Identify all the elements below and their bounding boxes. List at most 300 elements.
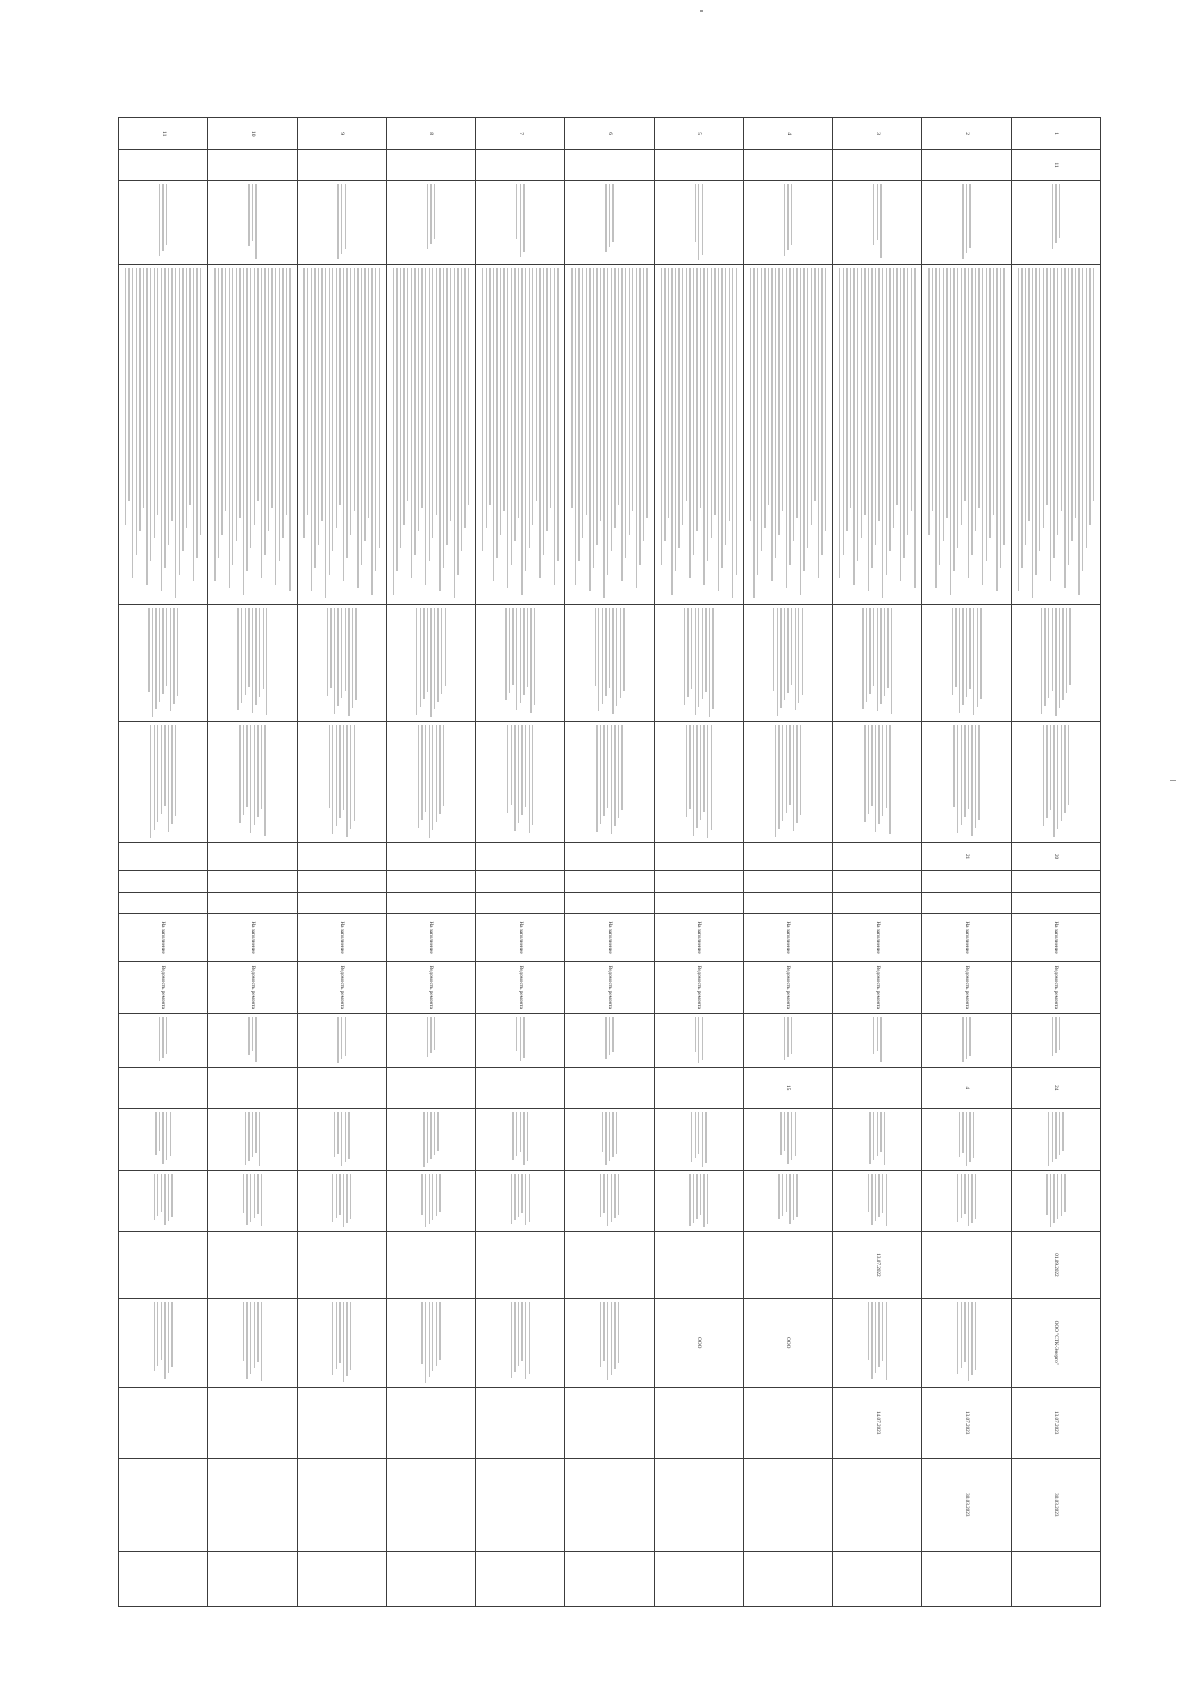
illegible-text-placeholder — [571, 268, 648, 601]
illegible-text-placeholder — [334, 1112, 350, 1168]
date-c-cell — [654, 1458, 743, 1551]
illegible-text-placeholder — [689, 1174, 708, 1228]
row-number — [386, 118, 475, 150]
illegible-text-placeholder — [605, 1017, 614, 1064]
description-text — [565, 264, 654, 604]
note-cell — [119, 1551, 208, 1606]
register-page — [118, 117, 1101, 1607]
table-row — [208, 118, 297, 1607]
row-number — [119, 118, 208, 150]
status-cell-text: На заполнение — [606, 921, 613, 954]
status-cell — [565, 914, 654, 962]
illegible-text-placeholder — [1048, 1112, 1064, 1168]
date-a-cell — [208, 1231, 297, 1298]
note-cell — [208, 1551, 297, 1606]
status-cell-text: На заполнение — [428, 921, 435, 954]
date-a-cell — [565, 1231, 654, 1298]
scope-cell — [565, 1171, 654, 1232]
status-cell-text: На заполнение — [249, 921, 256, 954]
registry-number — [833, 150, 922, 180]
illegible-text-placeholder — [423, 1112, 439, 1168]
purpose-cell — [476, 1108, 565, 1171]
date-b-cell — [654, 1387, 743, 1458]
description-text — [833, 264, 922, 604]
status-cell-text: На заполнение — [963, 921, 970, 954]
status-cell-text: На заполнение — [874, 921, 881, 954]
table-row — [476, 118, 565, 1607]
date-b-cell — [565, 1387, 654, 1458]
illegible-text-placeholder — [150, 725, 176, 839]
code-cell — [297, 1067, 386, 1108]
illegible-text-placeholder — [393, 268, 470, 601]
value-c — [922, 892, 1011, 914]
scope-cell — [654, 1171, 743, 1232]
value-c — [654, 892, 743, 914]
objects-list — [386, 605, 475, 722]
purpose-cell — [297, 1108, 386, 1171]
registry-number — [654, 150, 743, 180]
illegible-text-placeholder — [953, 725, 979, 839]
contractor-cell — [119, 1298, 208, 1387]
row-number-text: 10 — [249, 130, 256, 137]
basis-cell-text: Ведомость ремонта — [517, 965, 524, 1009]
date-c-cell-text: 30.03.2023 — [963, 1493, 970, 1517]
code-cell — [654, 1067, 743, 1108]
value-c — [1011, 892, 1100, 914]
row-number-text: 11 — [160, 131, 167, 137]
code-cell — [386, 1067, 475, 1108]
registry-number — [922, 150, 1011, 180]
code-cell — [833, 1067, 922, 1108]
purpose-cell — [208, 1108, 297, 1171]
approval-cell — [565, 1013, 654, 1067]
value-a — [386, 843, 475, 871]
illegible-text-placeholder — [337, 184, 346, 261]
value-a — [119, 843, 208, 871]
status-cell-text: На заполнение — [1053, 921, 1060, 954]
illegible-text-placeholder — [507, 725, 533, 839]
row-number — [476, 118, 565, 150]
description-text — [208, 264, 297, 604]
value-a-text: 21 — [963, 853, 970, 860]
description-text — [922, 264, 1011, 604]
row-number-text: 3 — [874, 132, 881, 136]
scope-cell — [476, 1171, 565, 1232]
registry-number — [743, 150, 832, 180]
date-b-cell-text: 13.07.2023 — [1053, 1411, 1060, 1435]
organization-name — [119, 180, 208, 264]
organization-name — [565, 180, 654, 264]
registry-number — [476, 150, 565, 180]
basis-cell — [743, 961, 832, 1013]
scan-speck — [700, 10, 703, 12]
registry-number — [386, 150, 475, 180]
value-b — [386, 871, 475, 893]
basis-cell — [208, 961, 297, 1013]
illegible-text-placeholder — [864, 725, 890, 839]
organization-name — [833, 180, 922, 264]
illegible-text-placeholder — [959, 1112, 975, 1168]
table-row — [922, 118, 1011, 1607]
code-cell — [476, 1067, 565, 1108]
status-cell-text: На заполнение — [517, 921, 524, 954]
scope-cell — [922, 1171, 1011, 1232]
description-text — [297, 264, 386, 604]
note-cell — [743, 1551, 832, 1606]
approval-cell — [922, 1013, 1011, 1067]
status-cell — [743, 914, 832, 962]
value-b — [1011, 871, 1100, 893]
illegible-text-placeholder — [1043, 725, 1069, 839]
scope-cell — [119, 1171, 208, 1232]
illegible-text-placeholder — [1052, 1017, 1061, 1064]
illegible-text-placeholder — [661, 268, 738, 601]
rotated-sheet — [118, 117, 1101, 1607]
date-b-cell-text: 14.07.2023 — [874, 1411, 881, 1435]
specialists-list — [297, 721, 386, 842]
illegible-text-placeholder — [505, 608, 535, 718]
table-row — [743, 118, 832, 1607]
table-row — [386, 118, 475, 1607]
date-a-cell — [922, 1231, 1011, 1298]
date-a-cell — [833, 1231, 922, 1298]
date-c-cell-text: 30.03.2023 — [1053, 1493, 1060, 1517]
basis-cell-text: Ведомость ремонта — [696, 965, 703, 1009]
status-cell — [208, 914, 297, 962]
basis-cell — [297, 961, 386, 1013]
value-b — [654, 871, 743, 893]
register-body — [119, 118, 1101, 1607]
code-cell-text: 15 — [785, 1085, 792, 1091]
illegible-text-placeholder — [596, 725, 622, 839]
date-b-cell — [1011, 1387, 1100, 1458]
basis-cell — [565, 961, 654, 1013]
illegible-text-placeholder — [337, 1017, 346, 1064]
basis-cell-text: Ведомость ремонта — [963, 965, 970, 1009]
value-a — [476, 843, 565, 871]
value-b — [119, 871, 208, 893]
organization-name — [297, 180, 386, 264]
illegible-text-placeholder — [303, 268, 380, 601]
specialists-list — [743, 721, 832, 842]
value-b — [208, 871, 297, 893]
status-cell-text: На заполнение — [339, 921, 345, 954]
basis-cell-text: Ведомость ремонта — [874, 965, 881, 1009]
illegible-text-placeholder — [248, 184, 257, 261]
purpose-cell — [119, 1108, 208, 1171]
basis-cell-text: Ведомость ремонта — [428, 965, 435, 1009]
row-number-text: 1 — [1053, 132, 1060, 136]
basis-cell-text: Ведомость ремонта — [160, 965, 167, 1009]
date-b-cell — [743, 1387, 832, 1458]
basis-cell — [833, 961, 922, 1013]
organization-name — [654, 180, 743, 264]
basis-cell-text: Ведомость ремонта — [339, 965, 345, 1009]
illegible-text-placeholder — [248, 1017, 257, 1064]
illegible-text-placeholder — [421, 1174, 440, 1228]
description-text — [743, 264, 832, 604]
status-cell — [476, 914, 565, 962]
contractor-cell — [565, 1298, 654, 1387]
row-number — [297, 118, 386, 150]
row-number — [833, 118, 922, 150]
status-cell — [1011, 914, 1100, 962]
basis-cell — [922, 961, 1011, 1013]
purpose-cell — [654, 1108, 743, 1171]
contractor-cell — [743, 1298, 832, 1387]
date-b-cell — [833, 1387, 922, 1458]
basis-cell — [386, 961, 475, 1013]
specialists-list — [833, 721, 922, 842]
basis-cell — [476, 961, 565, 1013]
objects-list — [119, 605, 208, 722]
contractor-cell — [208, 1298, 297, 1387]
illegible-text-placeholder — [511, 1302, 530, 1384]
value-b — [297, 871, 386, 893]
contractor-cell — [922, 1298, 1011, 1387]
approval-cell — [208, 1013, 297, 1067]
specialists-list — [654, 721, 743, 842]
basis-cell-text: Ведомость ремонта — [249, 965, 256, 1009]
organization-name — [922, 180, 1011, 264]
registry-number — [119, 150, 208, 180]
code-cell — [1011, 1067, 1100, 1108]
purpose-cell — [386, 1108, 475, 1171]
illegible-text-placeholder — [962, 1017, 971, 1064]
illegible-text-placeholder — [778, 1174, 797, 1228]
row-number-text: 4 — [785, 132, 792, 136]
illegible-text-placeholder — [784, 1017, 793, 1064]
value-c — [119, 892, 208, 914]
description-text — [654, 264, 743, 604]
value-c — [565, 892, 654, 914]
illegible-text-placeholder — [239, 725, 265, 839]
value-c — [297, 892, 386, 914]
illegible-text-placeholder — [245, 1112, 261, 1168]
date-a-cell — [654, 1231, 743, 1298]
basis-cell — [119, 961, 208, 1013]
illegible-text-placeholder — [416, 608, 446, 718]
value-a — [297, 843, 386, 871]
specialists-list — [565, 721, 654, 842]
date-b-cell — [922, 1387, 1011, 1458]
illegible-text-placeholder — [868, 1302, 887, 1384]
specialists-list — [386, 721, 475, 842]
illegible-text-placeholder — [862, 608, 892, 718]
approval-cell — [654, 1013, 743, 1067]
contractor-cell — [654, 1298, 743, 1387]
illegible-text-placeholder — [148, 608, 178, 718]
table-row — [565, 118, 654, 1607]
description-text — [476, 264, 565, 604]
date-c-cell — [476, 1458, 565, 1551]
illegible-text-placeholder — [775, 725, 801, 839]
illegible-text-placeholder — [605, 184, 614, 261]
illegible-text-placeholder — [327, 608, 357, 718]
approval-cell — [386, 1013, 475, 1067]
illegible-text-placeholder — [511, 1174, 530, 1228]
specialists-list — [476, 721, 565, 842]
value-a-text: 20 — [1053, 853, 1060, 860]
basis-cell — [1011, 961, 1100, 1013]
value-b — [565, 871, 654, 893]
description-text — [119, 264, 208, 604]
illegible-text-placeholder — [868, 1174, 887, 1228]
note-cell — [654, 1551, 743, 1606]
illegible-text-placeholder — [839, 268, 916, 601]
date-c-cell — [208, 1458, 297, 1551]
description-text — [386, 264, 475, 604]
illegible-text-placeholder — [159, 184, 168, 261]
row-number-text: 6 — [607, 132, 614, 136]
objects-list — [654, 605, 743, 722]
description-text — [1011, 264, 1100, 604]
organization-name — [386, 180, 475, 264]
value-c — [476, 892, 565, 914]
date-c-cell — [922, 1458, 1011, 1551]
row-number-text: 2 — [964, 132, 971, 136]
status-cell-text: На заполнение — [785, 921, 792, 954]
date-a-cell — [119, 1231, 208, 1298]
value-a — [1011, 843, 1100, 871]
basis-cell — [654, 961, 743, 1013]
illegible-text-placeholder — [154, 1302, 173, 1384]
illegible-text-placeholder — [159, 1017, 168, 1064]
specialists-list — [208, 721, 297, 842]
illegible-text-placeholder — [332, 1174, 351, 1228]
contractor-cell-text: ООО "СТК-Энерго" — [1053, 1320, 1060, 1365]
objects-list — [743, 605, 832, 722]
date-a-cell — [1011, 1231, 1100, 1298]
code-cell — [119, 1067, 208, 1108]
illegible-text-placeholder — [952, 608, 982, 718]
illegible-text-placeholder — [329, 725, 355, 839]
illegible-text-placeholder — [332, 1302, 351, 1384]
row-number — [743, 118, 832, 150]
value-c — [743, 892, 832, 914]
illegible-text-placeholder — [516, 1017, 525, 1064]
row-number — [654, 118, 743, 150]
code-cell — [743, 1067, 832, 1108]
illegible-text-placeholder — [750, 268, 827, 601]
illegible-text-placeholder — [482, 268, 559, 601]
purpose-cell — [743, 1108, 832, 1171]
illegible-text-placeholder — [869, 1112, 885, 1168]
specialists-list — [119, 721, 208, 842]
note-cell — [476, 1551, 565, 1606]
status-cell — [119, 914, 208, 962]
status-cell — [922, 914, 1011, 962]
purpose-cell — [833, 1108, 922, 1171]
row-number — [208, 118, 297, 150]
basis-cell-text: Ведомость ремонта — [606, 965, 613, 1009]
row-number-text: 5 — [696, 132, 703, 136]
scope-cell — [208, 1171, 297, 1232]
date-c-cell — [565, 1458, 654, 1551]
illegible-text-placeholder — [418, 725, 444, 839]
date-a-cell-text: 13.07.2022 — [874, 1253, 881, 1277]
date-b-cell — [476, 1387, 565, 1458]
code-cell — [208, 1067, 297, 1108]
note-cell — [297, 1551, 386, 1606]
contractor-cell — [833, 1298, 922, 1387]
illegible-text-placeholder — [691, 1112, 707, 1168]
note-cell — [833, 1551, 922, 1606]
row-number — [1011, 118, 1100, 150]
contractor-cell — [476, 1298, 565, 1387]
objects-list — [208, 605, 297, 722]
illegible-text-placeholder — [600, 1302, 619, 1384]
scope-cell — [743, 1171, 832, 1232]
note-cell — [565, 1551, 654, 1606]
table-row — [119, 118, 208, 1607]
organization-name — [743, 180, 832, 264]
illegible-text-placeholder — [962, 184, 971, 261]
illegible-text-placeholder — [154, 1174, 173, 1228]
row-number-text: 8 — [428, 132, 435, 136]
scope-cell — [833, 1171, 922, 1232]
date-c-cell — [743, 1458, 832, 1551]
status-cell — [654, 914, 743, 962]
illegible-text-placeholder — [957, 1302, 976, 1384]
illegible-text-placeholder — [928, 268, 1005, 601]
date-c-cell — [833, 1458, 922, 1551]
status-cell — [386, 914, 475, 962]
illegible-text-placeholder — [421, 1302, 440, 1384]
value-a — [743, 843, 832, 871]
table-row — [654, 118, 743, 1607]
date-a-cell — [386, 1231, 475, 1298]
illegible-text-placeholder — [957, 1174, 976, 1228]
code-cell — [565, 1067, 654, 1108]
table-row — [833, 118, 922, 1607]
illegible-text-placeholder — [784, 184, 793, 261]
approval-cell — [297, 1013, 386, 1067]
illegible-text-placeholder — [873, 1017, 882, 1064]
basis-cell-text: Ведомость ремонта — [785, 965, 792, 1009]
organization-name — [1011, 180, 1100, 264]
illegible-text-placeholder — [427, 184, 436, 261]
date-a-cell — [476, 1231, 565, 1298]
date-c-cell — [1011, 1458, 1100, 1551]
note-cell — [922, 1551, 1011, 1606]
objects-list — [1011, 605, 1100, 722]
objects-list — [833, 605, 922, 722]
contractor-cell — [297, 1298, 386, 1387]
illegible-text-placeholder — [1018, 268, 1095, 601]
illegible-text-placeholder — [237, 608, 267, 718]
illegible-text-placeholder — [602, 1112, 618, 1168]
specialists-list — [1011, 721, 1100, 842]
illegible-text-placeholder — [695, 1017, 704, 1064]
contractor-cell — [386, 1298, 475, 1387]
illegible-text-placeholder — [684, 608, 714, 718]
registry-number — [208, 150, 297, 180]
illegible-text-placeholder — [686, 725, 712, 839]
registry-number-text: 11 — [1053, 162, 1060, 168]
date-b-cell — [119, 1387, 208, 1458]
illegible-text-placeholder — [243, 1174, 262, 1228]
status-cell-text: На заполнение — [696, 921, 703, 954]
status-cell — [833, 914, 922, 962]
date-c-cell — [119, 1458, 208, 1551]
registry-number — [565, 150, 654, 180]
illegible-text-placeholder — [780, 1112, 796, 1168]
illegible-text-placeholder — [512, 1112, 528, 1168]
objects-list — [565, 605, 654, 722]
date-a-cell — [743, 1231, 832, 1298]
illegible-text-placeholder — [516, 184, 525, 261]
